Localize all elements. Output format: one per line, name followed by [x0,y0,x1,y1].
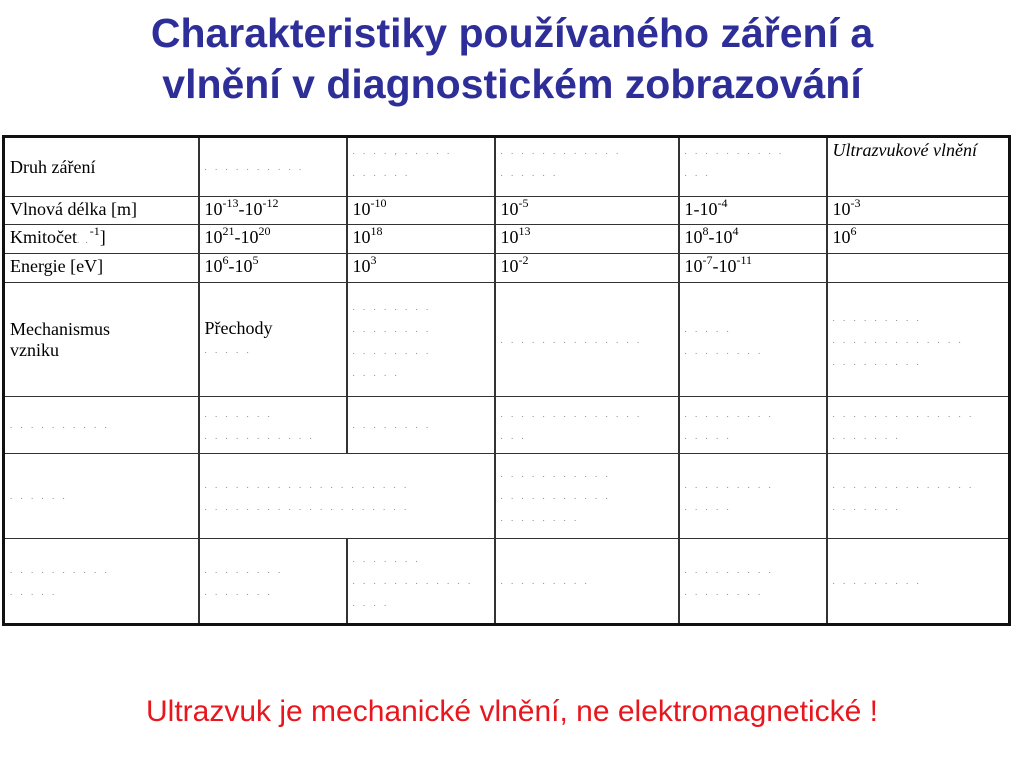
mechanism-cell-3: . . . . . . . . . . . . . . [495,283,679,397]
row6-cell-2: . . . . . . . . [347,397,495,454]
header-cell-1: . . . . . . . . . . [199,137,347,197]
frequency-cell-ultrasound: $10^6$ [827,225,1010,254]
table-row-frequency [4,225,1010,254]
wavelength-cell-1: $10^{-13}-10^{-12}$ [199,197,347,225]
energy-cell-1: $10^6-10^5$ [199,254,347,283]
table-row-energy [4,254,1010,283]
energy-cell-4: $10^{-7}-10^{-11}$ [679,254,827,283]
row-label-frequency: Kmitočet. .$^{-1}$] [4,225,199,254]
row7-label: . . . . . . [4,454,199,539]
row8-cell-4: . . . . . . . . . . . . . . . . . [679,539,827,625]
frequency-cell-2: $10^{18}$ [347,225,495,254]
frequency-cell-3: $10^{13}$ [495,225,679,254]
frequency-cell-1: $10^{21}-10^{20}$ [199,225,347,254]
mechanism-cell-4: . . . . . . . . . . . . . [679,283,827,397]
table-row-mechanism [4,283,1010,397]
table-row-6 [4,397,1010,454]
wavelength-cell-3: $10^{-5}$ [495,197,679,225]
row7-cell-3: . . . . . . . . . . . . . . . . . . . . . . . . . . . . . . [495,454,679,539]
row-label-energy: Energie [eV] [4,254,199,283]
row6-cell-3: . . . . . . . . . . . . . . . . . [495,397,679,454]
header-cell-4: . . . . . . . . . . . . . [679,137,827,197]
table-row-radiation-type [4,137,1010,197]
wavelength-cell-4: $1-10^{-4}$ [679,197,827,225]
row-label-mechanism: Mechanismus vzniku [4,283,199,397]
ultrasound-note: Ultrazvuk je mechanické vlnění, ne elektromagnetické ! [145,695,878,728]
mechanism-cell-2: . . . . . . . . . . . . . . . . . . . . . . . . . . . . . [347,283,495,397]
row8-cell-2: . . . . . . . . . . . . . . . . . . . . . . . [347,539,495,625]
row7-cell-4: . . . . . . . . . . . . . . [679,454,827,539]
mechanism-cell-ultrasound: . . . . . . . . . . . . . . . . . . . . . . . . . . . . . . . [827,283,1010,397]
radiation-characteristics-table [2,135,1011,626]
header-label-radiation-type: Druh záření [4,137,199,197]
slide-title-line-1: Charakteristiky používaného záření a [150,10,874,56]
header-cell-2: . . . . , . . . . . . . . . . . [347,137,495,197]
frequency-cell-4: $10^8-10^4$ [679,225,827,254]
row8-label: . . . . . . . . . . . . . . . [4,539,199,625]
wavelength-cell-ultrasound: $10^{-3}$ [827,197,1010,225]
slide-title [0,8,1024,110]
row8-cell-1: . . . . . . . . . . . . . . . [199,539,347,625]
row6-label: . . . . . . . . . . [4,397,199,454]
row7-cell-ultrasound: . . . . . . . . . . . . . . . . . . . . . [827,454,1010,539]
header-cell-ultrasound: Ultrazvukové vlnění [827,137,1010,197]
row-label-wavelength: Vlnová délka [m] [4,197,199,225]
energy-cell-3: $10^{-2}$ [495,254,679,283]
header-cell-3: . . . . . . . . . . . . . . . . . . [495,137,679,197]
mechanism-cell-1: Přechody . . . . . [199,283,347,397]
energy-cell-2: $10^3$ [347,254,495,283]
table-row-wavelength [4,197,1010,225]
row6-cell-1: . . . . . . . . . . . . . . . . . . [199,397,347,454]
energy-cell-ultrasound [827,254,1010,283]
wavelength-cell-2: $10^{-10}$ [347,197,495,225]
row7-cell-1-2: . . . . . . . . . . . . . . . . . . . . . . . . . . . . . . . . . . . . . . . . [199,454,495,539]
table-row-7 [4,454,1010,539]
row8-cell-3: . . . . . . . . . [495,539,679,625]
slide-title-line-2: vlnění v diagnostickém zobrazování [162,61,862,107]
row8-cell-ultrasound: . . . . . . . . . [827,539,1010,625]
row6-cell-4: . . . . . . . . . . . . . . [679,397,827,454]
row6-cell-ultrasound: . . . . . . . . . . . . . . . . . . . . . [827,397,1010,454]
table-row-8 [4,539,1010,625]
